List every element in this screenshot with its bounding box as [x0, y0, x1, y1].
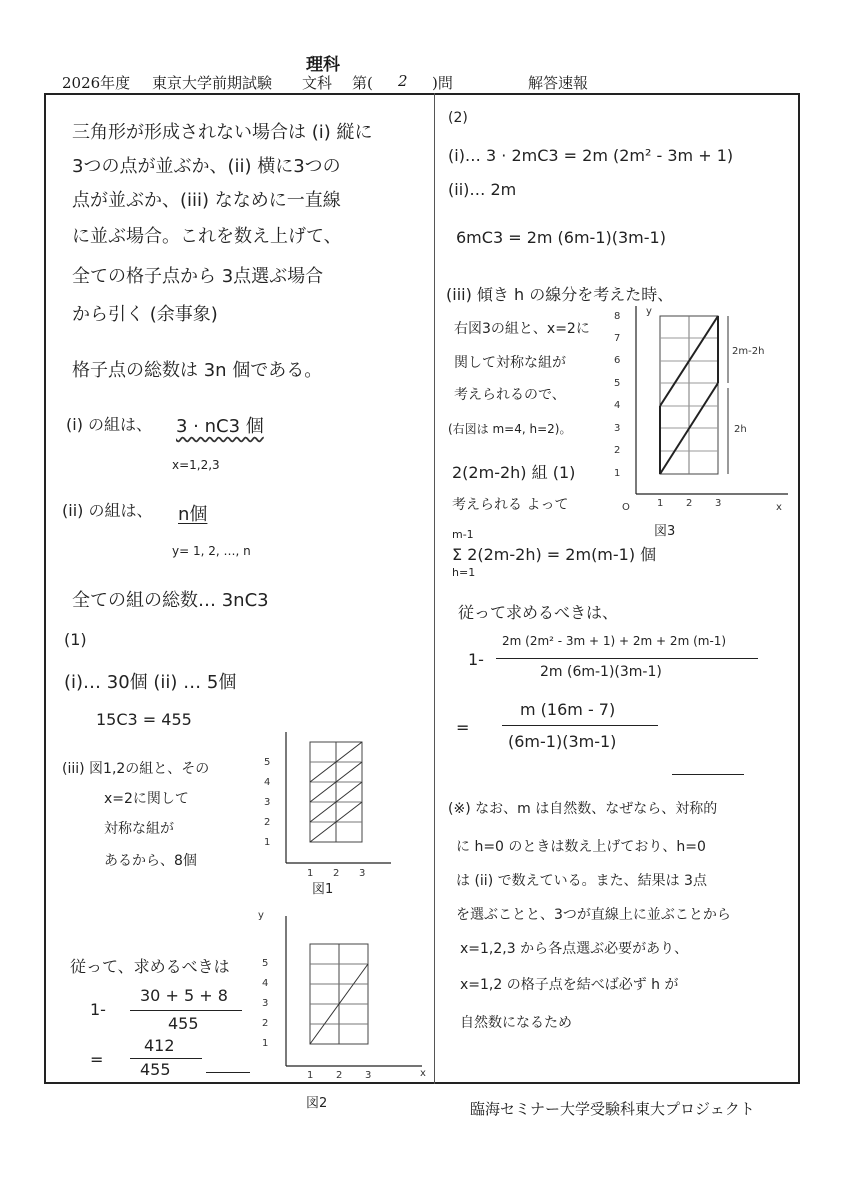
case-ii-note: y= 1, 2, …, n — [172, 544, 251, 558]
part-1-equals: = — [90, 1050, 104, 1069]
part-2-fig-line-1: 右図3の組と、x=2に — [454, 321, 590, 337]
fig1-xtick-3: 3 — [359, 868, 366, 878]
header-question-prefix: 第( — [352, 74, 373, 92]
figure-1-caption: 図1 — [312, 882, 334, 897]
sum-lower-limit: h=1 — [452, 566, 476, 579]
part-1-answer-intro: 従って、求めるべきは — [70, 957, 230, 976]
left-line-3: 点が並ぶか、(iii) ななめに一直線 — [72, 190, 341, 211]
left-line-1: 三角形が形成されない場合は (i) 縦に — [72, 122, 373, 143]
fig2-ytick-5: 5 — [262, 958, 269, 969]
case-ii-expr: n個 — [178, 504, 208, 525]
note-line-3: は (ii) で数えている。また、結果は 3点 — [456, 873, 707, 889]
case-i-label: (i) の組は、 — [66, 415, 153, 434]
part-2-case-i: (i)… 3 · 2mC3 = 2m (2m² - 3m + 1) — [448, 146, 734, 165]
figure-3-caption: 図3 — [654, 524, 676, 539]
part-1-denominator: 455 — [168, 1014, 199, 1033]
fig3-ytick-2: 2 — [614, 445, 621, 456]
fig3-origin: O — [622, 502, 630, 513]
sum-upper-limit: m-1 — [452, 528, 474, 541]
part-2-answer-intro: 従って求めるべきは、 — [458, 603, 619, 622]
figure-3 — [606, 300, 792, 520]
fig3-xtick-2: 2 — [686, 498, 693, 509]
left-line-6: から引く (余事象) — [72, 304, 218, 325]
column-divider — [434, 93, 435, 1084]
fig2-xtick-1: 1 — [307, 1070, 314, 1078]
note-line-2: に h=0 のときは数え上げており、h=0 — [456, 839, 706, 855]
part-2-result-numerator: m (16m - 7) — [520, 700, 616, 719]
left-line-7: 格子点の総数は 3n 個である。 — [72, 360, 323, 381]
header-subject: 文科 — [302, 74, 333, 92]
footer-credit: 臨海セミナー大学受験科東大プロジェクト — [470, 1100, 755, 1118]
part-1-iii-line-2: x=2に関して — [104, 791, 189, 807]
part-1-iii-line-3: 対称な組が — [104, 821, 174, 837]
part-1-result-bar — [130, 1058, 202, 1059]
fig3-brace-lower-label: 2h — [734, 424, 747, 435]
fig2-ytick-4: 4 — [262, 978, 269, 989]
figure-2-caption: 図2 — [306, 1096, 328, 1111]
part-1-numerator: 30 + 5 + 8 — [140, 986, 228, 1005]
fig1-xtick-1: 1 — [307, 868, 314, 878]
part-2-label: (2) — [448, 110, 468, 126]
part-2-fraction-denominator: 2m (6m-1)(3m-1) — [540, 664, 662, 680]
part-2-combination: 6mC3 = 2m (6m-1)(3m-1) — [456, 228, 666, 247]
fig2-ytick-2: 2 — [262, 1018, 269, 1029]
part-1-result-numerator: 412 — [144, 1036, 175, 1055]
frame-bottom — [44, 1082, 800, 1084]
frame-right — [798, 93, 800, 1084]
sum-expression: Σ 2(2m-2h) = 2m(m-1) 個 — [452, 545, 657, 564]
part-1-iii-line-1: (iii) 図1,2の組と、その — [62, 761, 210, 777]
note-line-1: (※) なお、m は自然数、なぜなら、対称的 — [448, 801, 718, 817]
left-line-5: 全ての格子点から 3点選ぶ場合 — [72, 266, 324, 287]
header-year: 2026年度 — [62, 74, 131, 92]
part-1-label: (1) — [64, 630, 87, 649]
note-line-5: x=1,2,3 から各点選ぶ必要があり、 — [460, 941, 689, 957]
part-1-iii-line-4: あるから、8個 — [104, 853, 197, 869]
part-2-fig-line-3: 考えられるので、 — [454, 387, 566, 403]
fig3-ytick-7: 7 — [614, 333, 621, 344]
part-2-equals: = — [456, 718, 470, 737]
part-2-one-minus: 1- — [468, 650, 484, 669]
fig2-xtick-3: 3 — [365, 1070, 372, 1078]
fig2-ytick-3: 3 — [262, 998, 269, 1009]
note-line-7: 自然数になるため — [460, 1015, 572, 1031]
header-title: 解答速報 — [528, 74, 589, 92]
fig3-ytick-5: 5 — [614, 378, 621, 389]
fig3-ytick-4: 4 — [614, 400, 621, 411]
fig2-x-label: x — [420, 1068, 426, 1078]
fig3-ytick-1: 1 — [614, 468, 621, 479]
fig3-x-label: x — [776, 502, 782, 513]
part-2-fig-line-2: 関して対称な組が — [454, 355, 566, 371]
part-2-count-2: 考えられる よって — [452, 497, 569, 513]
header-university: 東京大学前期試験 — [152, 74, 273, 92]
fig3-ytick-6: 6 — [614, 355, 621, 366]
part-1-fraction-bar — [130, 1010, 242, 1011]
part-1-end-mark — [206, 1072, 250, 1073]
part-1-counts: (i)… 30個 (ii) … 5個 — [64, 672, 237, 693]
fig3-brace-upper-label: 2m-2h — [732, 346, 765, 357]
left-line-4: に並ぶ場合。これを数え上げて、 — [72, 226, 342, 247]
figure-1 — [256, 728, 396, 878]
part-1-result-denominator: 455 — [140, 1060, 171, 1079]
note-line-6: x=1,2 の格子点を結べば必ず h が — [460, 977, 679, 993]
fig3-xtick-3: 3 — [715, 498, 722, 509]
fig1-ytick-5: 5 — [264, 757, 271, 768]
part-2-result-denominator: (6m-1)(3m-1) — [508, 732, 617, 751]
case-ii-label: (ii) の組は、 — [62, 501, 153, 520]
part-2-fig-line-4: (右図は m=4, h=2)。 — [448, 422, 572, 436]
fig1-ytick-2: 2 — [264, 817, 271, 828]
part-2-end-mark — [672, 774, 744, 775]
part-2-case-iii: (iii) 傾き h の線分を考えた時、 — [446, 285, 674, 304]
case-i-expr: 3 · nC3 個 — [176, 416, 264, 437]
header-question-suffix: )問 — [432, 74, 453, 92]
total-combinations: 全ての組の総数… 3nC3 — [72, 590, 269, 611]
fig3-ytick-8: 8 — [614, 311, 621, 322]
part-2-result-bar — [502, 725, 658, 726]
header-subject-annotation: 理科 — [306, 55, 340, 75]
figure-2 — [250, 898, 430, 1078]
header-question-number: 2 — [398, 72, 408, 90]
fig3-y-label: y — [646, 306, 652, 317]
part-1-one-minus: 1- — [90, 1000, 106, 1019]
frame-left — [44, 93, 46, 1084]
fig3-xtick-1: 1 — [657, 498, 664, 509]
part-2-fraction-numerator: 2m (2m² - 3m + 1) + 2m + 2m (m-1) — [502, 634, 727, 648]
fig1-xtick-2: 2 — [333, 868, 340, 878]
fig3-ytick-3: 3 — [614, 423, 621, 434]
left-line-2: 3つの点が並ぶか、(ii) 横に3つの — [72, 156, 341, 177]
part-2-case-ii: (ii)… 2m — [448, 180, 517, 199]
part-2-count: 2(2m-2h) 組 (1) — [452, 463, 576, 482]
fig2-ytick-1: 1 — [262, 1038, 269, 1049]
fig2-xtick-2: 2 — [336, 1070, 343, 1078]
note-line-4: を選ぶことと、3つが直線上に並ぶことから — [456, 907, 731, 923]
case-i-note: x=1,2,3 — [172, 458, 220, 472]
fig1-ytick-3: 3 — [264, 797, 271, 808]
fig1-ytick-1: 1 — [264, 837, 271, 848]
part-1-combination: 15C3 = 455 — [96, 710, 192, 729]
part-2-fraction-bar — [496, 658, 758, 659]
fig1-ytick-4: 4 — [264, 777, 271, 788]
fig2-y-label: y — [258, 910, 264, 921]
frame-top — [44, 93, 800, 95]
